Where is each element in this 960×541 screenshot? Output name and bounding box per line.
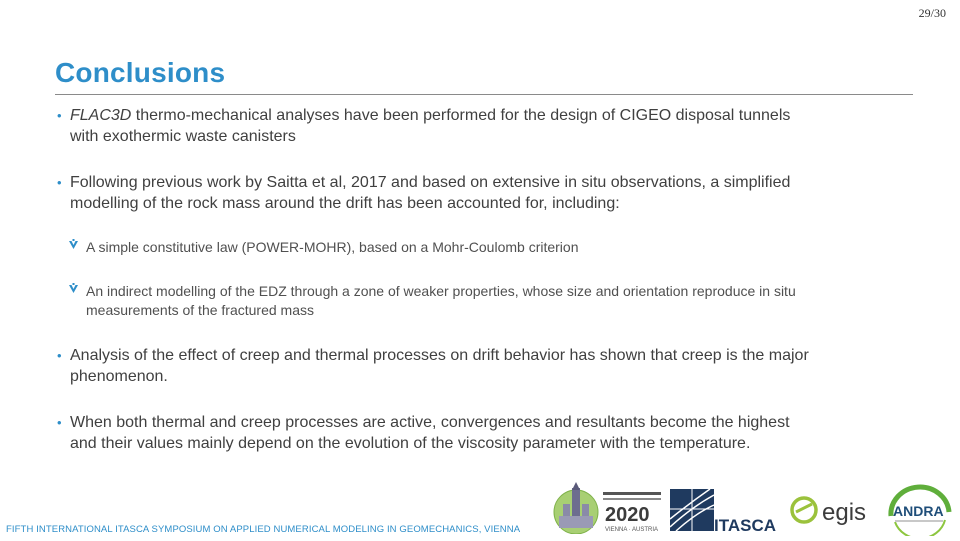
footer-conference-text: FIFTH INTERNATIONAL ITASCA SYMPOSIUM ON APPLIED NUMERICAL MODELING IN GEOMECHANICS, VIENNA	[6, 524, 521, 535]
sub-bullet-constitutive-law	[67, 238, 907, 257]
sub-bullet-line: An indirect modelling of the EDZ through a zone of weaker properties, whose size and orientation reproduce in situ	[86, 283, 796, 299]
egis-logo	[790, 490, 874, 530]
symposium-place: VIENNA · AUSTRIA	[605, 527, 659, 533]
bullet-text	[57, 412, 917, 454]
bullet-dot-icon: •	[57, 175, 62, 190]
diamond-check-icon	[67, 238, 80, 251]
egis-wordmark: egis	[822, 499, 867, 526]
bullet-text	[57, 172, 917, 214]
bullet-line: Following previous work by Saitta et al, 2017 and based on extensive in situ observations, a simplified	[70, 174, 791, 191]
bullet-item-simplified-modelling	[57, 172, 917, 214]
page-number: 29/30	[918, 6, 946, 20]
bullet-line: Analysis of the effect of creep and thermal processes on drift behavior has shown that creep is the major	[70, 347, 809, 364]
bullet-item-thermal-creep	[57, 412, 917, 454]
bullet-item-flac3d	[57, 105, 917, 147]
bullet-emphasis: FLAC3D	[70, 107, 132, 124]
bullet-line: phenomenon.	[70, 368, 168, 385]
bullet-dot-icon: •	[57, 415, 62, 430]
bullet-line: thermo-mechanical analyses have been performed for the design of CIGEO disposal tunnels	[131, 107, 791, 124]
bullet-line: with exothermic waste canisters	[70, 128, 296, 145]
symposium-logo	[553, 482, 663, 534]
diamond-check-icon	[67, 282, 80, 295]
bullet-text	[57, 105, 917, 147]
bullet-line: modelling of the rock mass around the drift has been accounted for, including:	[70, 195, 620, 212]
sub-bullet-edz-modelling	[67, 282, 907, 320]
sub-bullet-line: measurements of the fractured mass	[86, 302, 314, 318]
sub-bullet-text: A simple constitutive law (POWER-MOHR), based on a Mohr-Coulomb criterion	[86, 239, 579, 255]
symposium-year: 2020	[605, 504, 650, 526]
andra-logo	[883, 482, 955, 536]
bullet-line: When both thermal and creep processes are active, convergences and resultants become the highest	[70, 414, 790, 431]
bullet-line: and their values mainly depend on the evolution of the viscosity parameter with the temperature.	[70, 435, 751, 452]
bullet-dot-icon: •	[57, 108, 62, 123]
bullet-item-creep-analysis	[57, 345, 917, 387]
bullet-dot-icon: •	[57, 348, 62, 363]
itasca-wordmark: ITASCA	[714, 516, 777, 533]
bullet-text	[57, 345, 917, 387]
page-title: Conclusions	[55, 57, 226, 88]
title-divider	[55, 94, 913, 95]
sub-bullet-text	[67, 282, 907, 320]
itasca-logo	[670, 487, 784, 533]
andra-wordmark: ANDRA	[893, 503, 944, 519]
